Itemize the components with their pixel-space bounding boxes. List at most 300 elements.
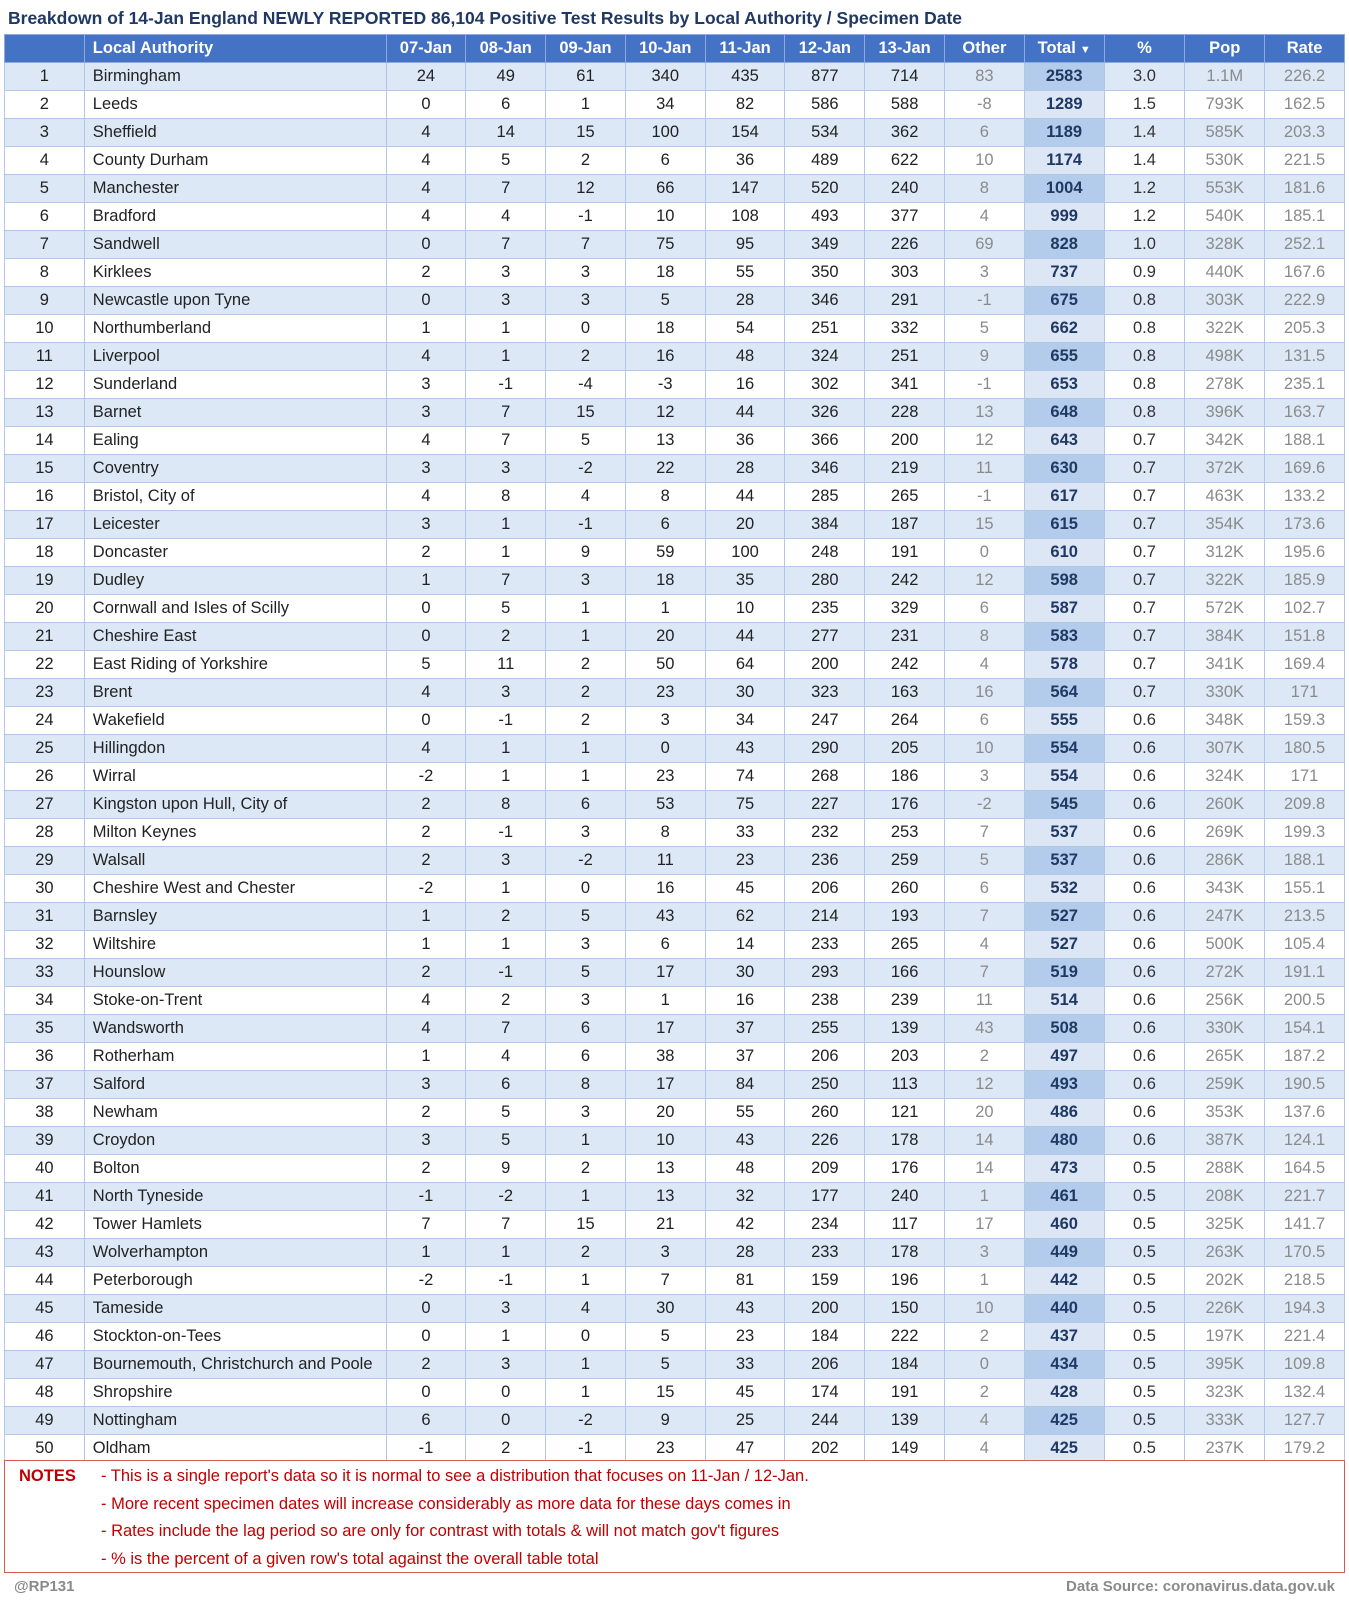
col-header-07-jan[interactable]: 07-Jan — [386, 35, 466, 63]
table-row[interactable] — [5, 623, 1345, 651]
cell-rank: 32 — [5, 931, 85, 959]
cell-07-jan: 2 — [386, 1099, 466, 1127]
col-header-10-jan[interactable]: 10-Jan — [625, 35, 705, 63]
cell-08-jan: 49 — [466, 63, 546, 91]
cell-local-authority: County Durham — [84, 147, 386, 175]
cell-percent: 0.5 — [1104, 1295, 1185, 1323]
cell-09-jan: 15 — [546, 1211, 626, 1239]
cell-pop: 197K — [1185, 1323, 1265, 1351]
cell-rate: 132.4 — [1265, 1379, 1345, 1407]
cell-10-jan: 53 — [625, 791, 705, 819]
cell-11-jan: 147 — [705, 175, 785, 203]
cell-08-jan: 1 — [466, 343, 546, 371]
cell-pop: 553K — [1185, 175, 1265, 203]
cell-local-authority: North Tyneside — [84, 1183, 386, 1211]
cell-13-jan: 200 — [865, 427, 945, 455]
cell-13-jan: 291 — [865, 287, 945, 315]
table-row[interactable] — [5, 511, 1345, 539]
cell-08-jan: 5 — [466, 1099, 546, 1127]
cell-13-jan: 117 — [865, 1211, 945, 1239]
cell-pop: 396K — [1185, 399, 1265, 427]
table-row[interactable] — [5, 679, 1345, 707]
cell-09-jan: 1 — [546, 1127, 626, 1155]
cell-total: 662 — [1024, 315, 1104, 343]
cell-rank: 30 — [5, 875, 85, 903]
table-row[interactable] — [5, 763, 1345, 791]
table-row[interactable] — [5, 63, 1345, 91]
table-row[interactable] — [5, 1211, 1345, 1239]
cell-percent: 0.8 — [1104, 399, 1185, 427]
cell-pop: 322K — [1185, 567, 1265, 595]
cell-local-authority: Northumberland — [84, 315, 386, 343]
col-header-09-jan[interactable]: 09-Jan — [546, 35, 626, 63]
cell-other: 14 — [945, 1155, 1025, 1183]
cell-09-jan: -2 — [546, 455, 626, 483]
cell-11-jan: 20 — [705, 511, 785, 539]
cell-13-jan: 219 — [865, 455, 945, 483]
col-header-12-jan[interactable]: 12-Jan — [785, 35, 865, 63]
cell-10-jan: 10 — [625, 1127, 705, 1155]
cell-10-jan: 5 — [625, 287, 705, 315]
table-row[interactable] — [5, 959, 1345, 987]
cell-13-jan: 205 — [865, 735, 945, 763]
table-row[interactable] — [5, 1435, 1345, 1463]
cell-07-jan: 1 — [386, 931, 466, 959]
cell-rank: 31 — [5, 903, 85, 931]
note-line: - This is a single report's data so it is normal to see a distribution that focuses on 11-Jan / 12-Jan. — [101, 1467, 809, 1485]
col-header-other[interactable]: Other — [945, 35, 1025, 63]
cell-09-jan: 1 — [546, 1183, 626, 1211]
cell-10-jan: 23 — [625, 679, 705, 707]
cell-13-jan: 139 — [865, 1407, 945, 1435]
cell-rate: 221.5 — [1265, 147, 1345, 175]
cell-total: 537 — [1024, 819, 1104, 847]
cell-12-jan: 277 — [785, 623, 865, 651]
table-row[interactable] — [5, 595, 1345, 623]
cell-09-jan: 3 — [546, 259, 626, 287]
cell-08-jan: 4 — [466, 1043, 546, 1071]
cell-09-jan: 6 — [546, 791, 626, 819]
cell-09-jan: 1 — [546, 595, 626, 623]
cell-11-jan: 37 — [705, 1015, 785, 1043]
cell-pop: 256K — [1185, 987, 1265, 1015]
table-row[interactable] — [5, 1351, 1345, 1379]
table-row[interactable] — [5, 203, 1345, 231]
cell-pop: 585K — [1185, 119, 1265, 147]
cell-other: 69 — [945, 231, 1025, 259]
cell-12-jan: 233 — [785, 1239, 865, 1267]
cell-rate: 222.9 — [1265, 287, 1345, 315]
col-header-08-jan[interactable]: 08-Jan — [466, 35, 546, 63]
cell-10-jan: 9 — [625, 1407, 705, 1435]
cell-11-jan: 23 — [705, 1323, 785, 1351]
cell-rate: 235.1 — [1265, 371, 1345, 399]
table-row[interactable] — [5, 1183, 1345, 1211]
cell-pop: 324K — [1185, 763, 1265, 791]
cell-13-jan: 231 — [865, 623, 945, 651]
cell-local-authority: Nottingham — [84, 1407, 386, 1435]
cell-total: 643 — [1024, 427, 1104, 455]
table-row[interactable] — [5, 1127, 1345, 1155]
cell-rate: 187.2 — [1265, 1043, 1345, 1071]
table-row[interactable] — [5, 651, 1345, 679]
cell-rate: 185.9 — [1265, 567, 1345, 595]
cell-total: 480 — [1024, 1127, 1104, 1155]
cell-11-jan: 35 — [705, 567, 785, 595]
cell-11-jan: 48 — [705, 1155, 785, 1183]
table-row[interactable] — [5, 91, 1345, 119]
cell-10-jan: 3 — [625, 1239, 705, 1267]
cell-09-jan: 15 — [546, 119, 626, 147]
cell-12-jan: 324 — [785, 343, 865, 371]
cell-rate: 171 — [1265, 679, 1345, 707]
cell-pop: 278K — [1185, 371, 1265, 399]
table-row[interactable] — [5, 819, 1345, 847]
cell-08-jan: 1 — [466, 539, 546, 567]
cell-pop: 263K — [1185, 1239, 1265, 1267]
cell-08-jan: 7 — [466, 567, 546, 595]
cell-percent: 0.6 — [1104, 1015, 1185, 1043]
cell-other: 43 — [945, 1015, 1025, 1043]
table-row[interactable] — [5, 343, 1345, 371]
cell-08-jan: 5 — [466, 595, 546, 623]
cell-other: -8 — [945, 91, 1025, 119]
cell-rank: 7 — [5, 231, 85, 259]
cell-rate: 169.6 — [1265, 455, 1345, 483]
cell-09-jan: 4 — [546, 483, 626, 511]
table-row[interactable] — [5, 875, 1345, 903]
table-row[interactable] — [5, 1295, 1345, 1323]
sort-descending-icon[interactable]: ▼ — [1079, 44, 1091, 56]
cell-rank: 39 — [5, 1127, 85, 1155]
table-row[interactable] — [5, 455, 1345, 483]
cell-other: 12 — [945, 427, 1025, 455]
cell-09-jan: 1 — [546, 763, 626, 791]
col-header-rate[interactable]: Rate — [1265, 35, 1345, 63]
cell-pop: 343K — [1185, 875, 1265, 903]
table-row[interactable] — [5, 1267, 1345, 1295]
cell-13-jan: 196 — [865, 1267, 945, 1295]
cell-07-jan: 4 — [386, 987, 466, 1015]
cell-10-jan: 13 — [625, 1183, 705, 1211]
cell-total: 537 — [1024, 847, 1104, 875]
cell-08-jan: 3 — [466, 287, 546, 315]
cell-10-jan: 43 — [625, 903, 705, 931]
cell-local-authority: Leeds — [84, 91, 386, 119]
cell-13-jan: 121 — [865, 1099, 945, 1127]
cell-percent: 0.8 — [1104, 343, 1185, 371]
cell-rank: 6 — [5, 203, 85, 231]
cell-13-jan: 178 — [865, 1127, 945, 1155]
cell-11-jan: 36 — [705, 147, 785, 175]
cell-13-jan: 166 — [865, 959, 945, 987]
cell-percent: 0.7 — [1104, 623, 1185, 651]
table-row[interactable] — [5, 315, 1345, 343]
table-row[interactable] — [5, 175, 1345, 203]
table-row[interactable] — [5, 791, 1345, 819]
cell-total: 493 — [1024, 1071, 1104, 1099]
table-row[interactable] — [5, 1379, 1345, 1407]
table-row[interactable] — [5, 399, 1345, 427]
cell-percent: 0.6 — [1104, 707, 1185, 735]
cell-13-jan: 259 — [865, 847, 945, 875]
table-row[interactable] — [5, 567, 1345, 595]
cell-07-jan: 0 — [386, 91, 466, 119]
table-row[interactable] — [5, 847, 1345, 875]
cell-other: 4 — [945, 1407, 1025, 1435]
cell-13-jan: 251 — [865, 343, 945, 371]
cell-07-jan: 3 — [386, 1071, 466, 1099]
cell-rate: 170.5 — [1265, 1239, 1345, 1267]
cell-11-jan: 14 — [705, 931, 785, 959]
cell-09-jan: 2 — [546, 1239, 626, 1267]
cell-07-jan: 4 — [386, 735, 466, 763]
cell-rank: 13 — [5, 399, 85, 427]
cell-percent: 0.5 — [1104, 1435, 1185, 1463]
cell-total: 675 — [1024, 287, 1104, 315]
cell-07-jan: 7 — [386, 1211, 466, 1239]
cell-07-jan: -2 — [386, 1267, 466, 1295]
cell-total: 1289 — [1024, 91, 1104, 119]
table-row[interactable] — [5, 119, 1345, 147]
cell-other: 7 — [945, 903, 1025, 931]
cell-13-jan: 264 — [865, 707, 945, 735]
cell-13-jan: 176 — [865, 1155, 945, 1183]
cell-rank: 26 — [5, 763, 85, 791]
cell-other: 0 — [945, 1351, 1025, 1379]
cell-10-jan: 6 — [625, 511, 705, 539]
cell-12-jan: 260 — [785, 1099, 865, 1127]
cell-rate: 252.1 — [1265, 231, 1345, 259]
cell-other: 8 — [945, 175, 1025, 203]
cell-other: 83 — [945, 63, 1025, 91]
cell-10-jan: 6 — [625, 931, 705, 959]
cell-08-jan: -1 — [466, 819, 546, 847]
cell-10-jan: 34 — [625, 91, 705, 119]
table-row[interactable] — [5, 1043, 1345, 1071]
cell-rate: 188.1 — [1265, 847, 1345, 875]
cell-rate: 155.1 — [1265, 875, 1345, 903]
cell-local-authority: Cheshire West and Chester — [84, 875, 386, 903]
col-header-total[interactable] — [1024, 35, 1104, 63]
cell-percent: 0.7 — [1104, 539, 1185, 567]
cell-total: 1189 — [1024, 119, 1104, 147]
table-row[interactable] — [5, 539, 1345, 567]
cell-rate: 188.1 — [1265, 427, 1345, 455]
cell-percent: 1.4 — [1104, 147, 1185, 175]
cell-percent: 1.4 — [1104, 119, 1185, 147]
cell-12-jan: 233 — [785, 931, 865, 959]
cell-10-jan: 16 — [625, 343, 705, 371]
cell-percent: 0.7 — [1104, 679, 1185, 707]
table-row[interactable] — [5, 1015, 1345, 1043]
col-header-pop[interactable]: Pop — [1185, 35, 1265, 63]
cell-09-jan: 7 — [546, 231, 626, 259]
cell-10-jan: 17 — [625, 959, 705, 987]
cell-07-jan: 1 — [386, 567, 466, 595]
table-row[interactable] — [5, 1323, 1345, 1351]
cell-08-jan: 7 — [466, 427, 546, 455]
cell-rank: 5 — [5, 175, 85, 203]
table-row[interactable] — [5, 1239, 1345, 1267]
cell-09-jan: 1 — [546, 735, 626, 763]
cell-rate: 164.5 — [1265, 1155, 1345, 1183]
cell-percent: 0.6 — [1104, 875, 1185, 903]
cell-local-authority: Manchester — [84, 175, 386, 203]
cell-local-authority: Croydon — [84, 1127, 386, 1155]
note-line: - Rates include the lag period so are only for contrast with totals & will not match gov't figures — [101, 1522, 780, 1540]
cell-total: 437 — [1024, 1323, 1104, 1351]
cell-local-authority: Cheshire East — [84, 623, 386, 651]
cell-11-jan: 32 — [705, 1183, 785, 1211]
cell-total: 434 — [1024, 1351, 1104, 1379]
table-row[interactable] — [5, 707, 1345, 735]
cell-09-jan: 0 — [546, 875, 626, 903]
cell-09-jan: 3 — [546, 1099, 626, 1127]
table-row[interactable] — [5, 1407, 1345, 1435]
col-header-percent[interactable]: % — [1104, 35, 1185, 63]
cell-10-jan: 18 — [625, 315, 705, 343]
cell-percent: 0.7 — [1104, 567, 1185, 595]
cell-local-authority: Stockton-on-Tees — [84, 1323, 386, 1351]
cell-total: 1174 — [1024, 147, 1104, 175]
table-row[interactable] — [5, 987, 1345, 1015]
cell-other: -2 — [945, 791, 1025, 819]
cell-rank: 21 — [5, 623, 85, 651]
table-row[interactable] — [5, 231, 1345, 259]
cell-11-jan: 23 — [705, 847, 785, 875]
cell-rate: 169.4 — [1265, 651, 1345, 679]
cell-10-jan: 18 — [625, 567, 705, 595]
cell-07-jan: 3 — [386, 455, 466, 483]
cell-11-jan: 30 — [705, 679, 785, 707]
cell-07-jan: 6 — [386, 1407, 466, 1435]
col-header-13-jan[interactable]: 13-Jan — [865, 35, 945, 63]
cell-07-jan: 4 — [386, 119, 466, 147]
cell-10-jan: 5 — [625, 1351, 705, 1379]
cell-07-jan: 3 — [386, 1127, 466, 1155]
cell-total: 583 — [1024, 623, 1104, 651]
table-row[interactable] — [5, 735, 1345, 763]
cell-12-jan: 226 — [785, 1127, 865, 1155]
cell-rank: 12 — [5, 371, 85, 399]
cell-other: 15 — [945, 511, 1025, 539]
cell-other: 2 — [945, 1323, 1025, 1351]
cell-09-jan: 0 — [546, 1323, 626, 1351]
cell-pop: 202K — [1185, 1267, 1265, 1295]
cell-13-jan: 228 — [865, 399, 945, 427]
table-row[interactable] — [5, 1155, 1345, 1183]
table-row[interactable] — [5, 287, 1345, 315]
cell-08-jan: -1 — [466, 371, 546, 399]
cell-pop: 341K — [1185, 651, 1265, 679]
cell-13-jan: 113 — [865, 1071, 945, 1099]
cell-pop: 286K — [1185, 847, 1265, 875]
cell-11-jan: 44 — [705, 399, 785, 427]
table-row[interactable] — [5, 903, 1345, 931]
cell-other: 3 — [945, 763, 1025, 791]
col-header-11-jan[interactable]: 11-Jan — [705, 35, 785, 63]
cell-other: 1 — [945, 1267, 1025, 1295]
cell-pop: 226K — [1185, 1295, 1265, 1323]
cell-11-jan: 16 — [705, 987, 785, 1015]
col-header-local-authority[interactable]: Local Authority — [84, 35, 386, 63]
cell-11-jan: 34 — [705, 707, 785, 735]
cell-11-jan: 16 — [705, 371, 785, 399]
cell-other: 3 — [945, 1239, 1025, 1267]
table-row[interactable] — [5, 1099, 1345, 1127]
cell-12-jan: 293 — [785, 959, 865, 987]
cell-rate: 163.7 — [1265, 399, 1345, 427]
cell-08-jan: 1 — [466, 931, 546, 959]
cell-13-jan: 377 — [865, 203, 945, 231]
cell-12-jan: 159 — [785, 1267, 865, 1295]
cell-12-jan: 285 — [785, 483, 865, 511]
cell-09-jan: 2 — [546, 1155, 626, 1183]
cell-total: 999 — [1024, 203, 1104, 231]
cell-other: 11 — [945, 987, 1025, 1015]
cell-10-jan: 12 — [625, 399, 705, 427]
cell-percent: 0.5 — [1104, 1323, 1185, 1351]
table-row[interactable] — [5, 1071, 1345, 1099]
table-row[interactable] — [5, 147, 1345, 175]
cell-pop: 498K — [1185, 343, 1265, 371]
cell-09-jan: -2 — [546, 1407, 626, 1435]
cell-other: 12 — [945, 567, 1025, 595]
cell-pop: 260K — [1185, 791, 1265, 819]
cell-local-authority: Milton Keynes — [84, 819, 386, 847]
cell-10-jan: 17 — [625, 1015, 705, 1043]
cell-13-jan: 714 — [865, 63, 945, 91]
cell-pop: 333K — [1185, 1407, 1265, 1435]
table-row[interactable] — [5, 483, 1345, 511]
cell-07-jan: 0 — [386, 707, 466, 735]
cell-local-authority: Hillingdon — [84, 735, 386, 763]
cell-09-jan: 1 — [546, 623, 626, 651]
cell-percent: 0.5 — [1104, 1407, 1185, 1435]
cell-pop: 208K — [1185, 1183, 1265, 1211]
table-row[interactable] — [5, 427, 1345, 455]
cell-other: 2 — [945, 1043, 1025, 1071]
cell-local-authority: Doncaster — [84, 539, 386, 567]
cell-rank: 25 — [5, 735, 85, 763]
cell-10-jan: 20 — [625, 1099, 705, 1127]
cell-07-jan: 2 — [386, 819, 466, 847]
cell-08-jan: 1 — [466, 1323, 546, 1351]
cell-10-jan: 1 — [625, 595, 705, 623]
table-row[interactable] — [5, 371, 1345, 399]
cell-07-jan: -2 — [386, 875, 466, 903]
cell-pop: 572K — [1185, 595, 1265, 623]
cell-13-jan: 240 — [865, 1183, 945, 1211]
cell-12-jan: 290 — [785, 735, 865, 763]
cell-10-jan: -3 — [625, 371, 705, 399]
cell-percent: 0.6 — [1104, 1043, 1185, 1071]
table-row[interactable] — [5, 259, 1345, 287]
cell-rank: 46 — [5, 1323, 85, 1351]
cell-09-jan: 5 — [546, 427, 626, 455]
cell-other: 14 — [945, 1127, 1025, 1155]
cell-11-jan: 25 — [705, 1407, 785, 1435]
cell-11-jan: 45 — [705, 875, 785, 903]
cell-07-jan: 2 — [386, 959, 466, 987]
cell-09-jan: -1 — [546, 511, 626, 539]
cell-percent: 0.8 — [1104, 371, 1185, 399]
cell-local-authority: Coventry — [84, 455, 386, 483]
cell-07-jan: 4 — [386, 1015, 466, 1043]
table-row[interactable] — [5, 931, 1345, 959]
cell-rate: 159.3 — [1265, 707, 1345, 735]
